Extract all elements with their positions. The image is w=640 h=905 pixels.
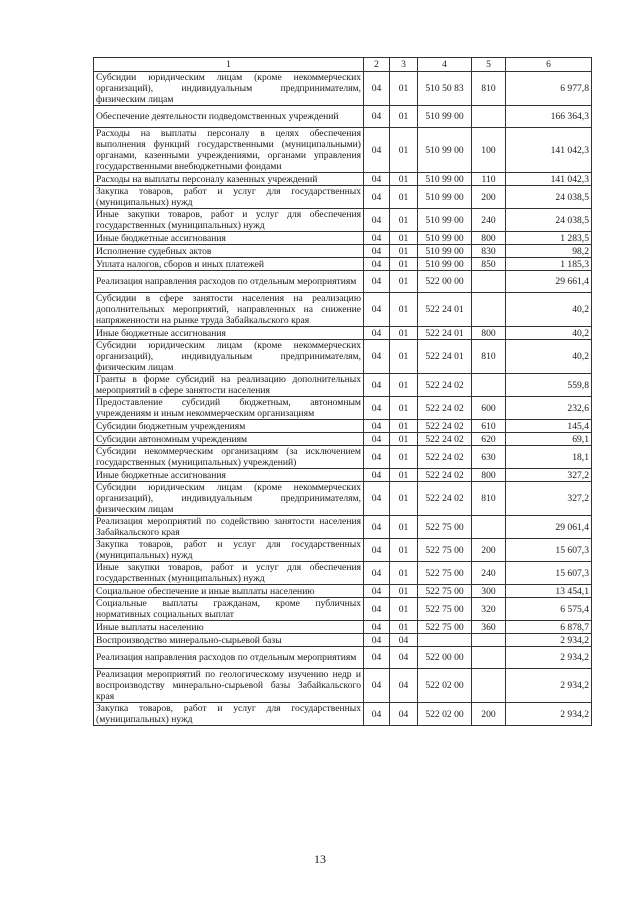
target-article-cell (418, 634, 472, 647)
section-code-cell: 04 (364, 634, 390, 647)
expense-name-cell: Уплата налогов, сборов и иных платежей (94, 258, 364, 271)
table-row (94, 397, 592, 420)
expense-name-cell: Закупка товаров, работ и услуг для государственных (муниципальных) нужд (94, 539, 364, 562)
expense-type-cell (472, 516, 506, 539)
subsection-code-cell: 01 (390, 186, 418, 209)
amount-cell: 2 934,2 (506, 669, 592, 703)
section-code-cell: 04 (364, 173, 390, 186)
expense-type-cell (472, 271, 506, 293)
target-article-cell: 522 75 00 (418, 598, 472, 621)
expense-name-cell: Иные выплаты населению (94, 621, 364, 634)
amount-cell: 145,4 (506, 420, 592, 433)
table-row (94, 209, 592, 232)
target-article-cell: 522 24 02 (418, 397, 472, 420)
table-row (94, 293, 592, 327)
section-code-cell: 04 (364, 703, 390, 726)
section-code-cell: 04 (364, 420, 390, 433)
amount-cell: 40,2 (506, 340, 592, 374)
section-code-cell: 04 (364, 482, 390, 516)
target-article-cell: 522 24 01 (418, 293, 472, 327)
subsection-code-cell: 04 (390, 634, 418, 647)
section-code-cell: 04 (364, 647, 390, 669)
target-article-cell: 522 75 00 (418, 516, 472, 539)
section-code-cell: 04 (364, 72, 390, 106)
target-article-cell: 510 99 00 (418, 173, 472, 186)
target-article-cell: 522 24 02 (418, 446, 472, 469)
expense-name-cell: Иные бюджетные ассигнования (94, 469, 364, 482)
section-code-cell: 04 (364, 186, 390, 209)
expense-type-cell: 240 (472, 562, 506, 585)
page-number: 13 (314, 852, 326, 866)
expense-type-cell (472, 669, 506, 703)
section-code-cell: 04 (364, 621, 390, 634)
table-row (94, 482, 592, 516)
target-article-cell: 522 02 00 (418, 703, 472, 726)
target-article-cell: 510 99 00 (418, 232, 472, 245)
table-row (94, 585, 592, 598)
subsection-code-cell: 04 (390, 703, 418, 726)
subsection-code-cell: 01 (390, 327, 418, 340)
amount-cell: 559,8 (506, 374, 592, 397)
table-row (94, 374, 592, 397)
target-article-cell: 522 00 00 (418, 271, 472, 293)
header-cell: 2 (364, 58, 390, 72)
table-row (94, 327, 592, 340)
expense-name-cell: Закупка товаров, работ и услуг для государственных (муниципальных) нужд (94, 186, 364, 209)
table-row (94, 516, 592, 539)
expense-name-cell: Иные закупки товаров, работ и услуг для обеспечения государственных (муниципальных) нужд (94, 562, 364, 585)
table-row (94, 72, 592, 106)
table-row (94, 128, 592, 173)
expense-type-cell: 810 (472, 340, 506, 374)
table-row (94, 173, 592, 186)
expense-name-cell: Обеспечение деятельности подведомственных учреждений (94, 106, 364, 128)
table-row (94, 621, 592, 634)
target-article-cell: 522 24 02 (418, 482, 472, 516)
section-code-cell: 04 (364, 539, 390, 562)
expense-type-cell: 600 (472, 397, 506, 420)
target-article-cell: 510 99 00 (418, 186, 472, 209)
table-row (94, 106, 592, 128)
budget-table (93, 57, 592, 726)
section-code-cell: 04 (364, 374, 390, 397)
section-code-cell: 04 (364, 340, 390, 374)
table-header-row (94, 58, 592, 72)
table-row (94, 340, 592, 374)
amount-cell: 98,2 (506, 245, 592, 258)
expense-type-cell: 240 (472, 209, 506, 232)
amount-cell: 166 364,3 (506, 106, 592, 128)
section-code-cell: 04 (364, 293, 390, 327)
table-body (94, 72, 592, 726)
subsection-code-cell: 01 (390, 245, 418, 258)
expense-name-cell: Гранты в форме субсидий на реализацию дополнительных мероприятий в сфере занятости населения (94, 374, 364, 397)
expense-name-cell: Расходы на выплаты персоналу в целях обеспечения выполнения функций государственными (муниципальными) органами, казенными учреждениями, органами управления государственными внебюджетными фондами (94, 128, 364, 173)
table-row (94, 420, 592, 433)
header-cell: 4 (418, 58, 472, 72)
amount-cell: 29 061,4 (506, 516, 592, 539)
section-code-cell: 04 (364, 258, 390, 271)
table-row (94, 232, 592, 245)
section-code-cell: 04 (364, 209, 390, 232)
subsection-code-cell: 01 (390, 621, 418, 634)
amount-cell: 6 575,4 (506, 598, 592, 621)
expense-type-cell: 630 (472, 446, 506, 469)
amount-cell: 1 185,3 (506, 258, 592, 271)
subsection-code-cell: 01 (390, 562, 418, 585)
subsection-code-cell: 01 (390, 106, 418, 128)
amount-cell: 69,1 (506, 433, 592, 446)
subsection-code-cell: 01 (390, 598, 418, 621)
amount-cell: 2 934,2 (506, 703, 592, 726)
subsection-code-cell: 04 (390, 647, 418, 669)
target-article-cell: 522 02 00 (418, 669, 472, 703)
expense-type-cell: 300 (472, 585, 506, 598)
amount-cell: 13 454,1 (506, 585, 592, 598)
subsection-code-cell: 01 (390, 420, 418, 433)
expense-name-cell: Субсидии в сфере занятости населения на реализацию дополнительных мероприятий, направленных на снижение напряженности на рынке труда Забайкальского края (94, 293, 364, 327)
table-row (94, 446, 592, 469)
subsection-code-cell: 01 (390, 173, 418, 186)
section-code-cell: 04 (364, 669, 390, 703)
subsection-code-cell: 01 (390, 209, 418, 232)
table-row (94, 562, 592, 585)
subsection-code-cell: 01 (390, 585, 418, 598)
section-code-cell: 04 (364, 598, 390, 621)
section-code-cell: 04 (364, 232, 390, 245)
table-row (94, 186, 592, 209)
subsection-code-cell: 01 (390, 446, 418, 469)
amount-cell: 141 042,3 (506, 128, 592, 173)
amount-cell: 2 934,2 (506, 647, 592, 669)
subsection-code-cell: 01 (390, 397, 418, 420)
expense-type-cell: 620 (472, 433, 506, 446)
expense-name-cell: Закупка товаров, работ и услуг для государственных (муниципальных) нужд (94, 703, 364, 726)
amount-cell: 2 934,2 (506, 634, 592, 647)
target-article-cell: 510 99 00 (418, 209, 472, 232)
amount-cell: 15 607,3 (506, 539, 592, 562)
section-code-cell: 04 (364, 128, 390, 173)
table-row (94, 539, 592, 562)
target-article-cell: 510 50 83 (418, 72, 472, 106)
expense-name-cell: Иные бюджетные ассигнования (94, 232, 364, 245)
expense-name-cell: Расходы на выплаты персоналу казенных учреждений (94, 173, 364, 186)
target-article-cell: 522 24 02 (418, 469, 472, 482)
expense-type-cell (472, 647, 506, 669)
target-article-cell: 522 24 02 (418, 420, 472, 433)
expense-name-cell: Социальное обеспечение и иные выплаты населению (94, 585, 364, 598)
expense-name-cell: Субсидии некоммерческим организациям (за исключением государственных (муниципальных) учреждений) (94, 446, 364, 469)
expense-name-cell: Иные закупки товаров, работ и услуг для обеспечения государственных (муниципальных) нужд (94, 209, 364, 232)
target-article-cell: 510 99 00 (418, 258, 472, 271)
amount-cell: 6 878,7 (506, 621, 592, 634)
expense-name-cell: Реализация мероприятий по содействию занятости населения Забайкальского края (94, 516, 364, 539)
table-row (94, 598, 592, 621)
amount-cell: 18,1 (506, 446, 592, 469)
target-article-cell: 522 75 00 (418, 562, 472, 585)
target-article-cell: 522 24 01 (418, 327, 472, 340)
expense-type-cell (472, 374, 506, 397)
amount-cell: 40,2 (506, 327, 592, 340)
target-article-cell: 522 75 00 (418, 539, 472, 562)
target-article-cell: 522 24 02 (418, 433, 472, 446)
section-code-cell: 04 (364, 397, 390, 420)
subsection-code-cell: 01 (390, 128, 418, 173)
section-code-cell: 04 (364, 245, 390, 258)
expense-name-cell: Иные бюджетные ассигнования (94, 327, 364, 340)
expense-type-cell: 100 (472, 128, 506, 173)
subsection-code-cell: 01 (390, 482, 418, 516)
amount-cell: 15 607,3 (506, 562, 592, 585)
amount-cell: 141 042,3 (506, 173, 592, 186)
table-row (94, 469, 592, 482)
subsection-code-cell: 04 (390, 669, 418, 703)
amount-cell: 1 283,5 (506, 232, 592, 245)
expense-type-cell: 850 (472, 258, 506, 271)
expense-name-cell: Субсидии юридическим лицам (кроме некоммерческих организаций), индивидуальным предпринимателям, физическим лицам (94, 340, 364, 374)
expense-type-cell: 830 (472, 245, 506, 258)
target-article-cell: 522 24 01 (418, 340, 472, 374)
section-code-cell: 04 (364, 446, 390, 469)
subsection-code-cell: 01 (390, 340, 418, 374)
table-row (94, 245, 592, 258)
expense-name-cell: Субсидии бюджетным учреждениям (94, 420, 364, 433)
table-row (94, 669, 592, 703)
subsection-code-cell: 01 (390, 293, 418, 327)
amount-cell: 40,2 (506, 293, 592, 327)
target-article-cell: 522 24 02 (418, 374, 472, 397)
section-code-cell: 04 (364, 327, 390, 340)
expense-type-cell: 810 (472, 482, 506, 516)
expense-type-cell: 200 (472, 186, 506, 209)
expense-type-cell: 800 (472, 469, 506, 482)
section-code-cell: 04 (364, 585, 390, 598)
expense-type-cell (472, 634, 506, 647)
subsection-code-cell: 01 (390, 374, 418, 397)
table-row (94, 433, 592, 446)
amount-cell: 232,6 (506, 397, 592, 420)
target-article-cell: 510 99 00 (418, 128, 472, 173)
subsection-code-cell: 01 (390, 72, 418, 106)
expense-type-cell: 810 (472, 72, 506, 106)
table-row (94, 647, 592, 669)
section-code-cell: 04 (364, 106, 390, 128)
section-code-cell: 04 (364, 469, 390, 482)
header-cell: 6 (506, 58, 592, 72)
target-article-cell: 522 75 00 (418, 585, 472, 598)
expense-type-cell: 110 (472, 173, 506, 186)
target-article-cell: 522 00 00 (418, 647, 472, 669)
expense-name-cell: Реализация мероприятий по геологическому изучению недр и воспроизводству минерально-сырьевой базы Забайкальского края (94, 669, 364, 703)
amount-cell: 29 661,4 (506, 271, 592, 293)
table-row (94, 634, 592, 647)
amount-cell: 6 977,8 (506, 72, 592, 106)
expense-name-cell: Реализация направления расходов по отдельным мероприятиям (94, 647, 364, 669)
section-code-cell: 04 (364, 433, 390, 446)
expense-type-cell: 800 (472, 232, 506, 245)
subsection-code-cell: 01 (390, 516, 418, 539)
header-cell: 1 (94, 58, 364, 72)
expense-name-cell: Субсидии автономным учреждениям (94, 433, 364, 446)
header-cell: 3 (390, 58, 418, 72)
expense-type-cell: 200 (472, 539, 506, 562)
section-code-cell: 04 (364, 562, 390, 585)
expense-name-cell: Субсидии юридическим лицам (кроме некоммерческих организаций), индивидуальным предпринимателям, физическим лицам (94, 72, 364, 106)
subsection-code-cell: 01 (390, 232, 418, 245)
expense-name-cell: Реализация направления расходов по отдельным мероприятиям (94, 271, 364, 293)
amount-cell: 327,2 (506, 469, 592, 482)
expense-name-cell: Исполнение судебных актов (94, 245, 364, 258)
expense-type-cell (472, 293, 506, 327)
section-code-cell: 04 (364, 271, 390, 293)
expense-type-cell: 610 (472, 420, 506, 433)
table-row (94, 271, 592, 293)
subsection-code-cell: 01 (390, 258, 418, 271)
table-row (94, 703, 592, 726)
subsection-code-cell: 01 (390, 271, 418, 293)
subsection-code-cell: 01 (390, 539, 418, 562)
target-article-cell: 510 99 00 (418, 106, 472, 128)
section-code-cell: 04 (364, 516, 390, 539)
expense-type-cell: 320 (472, 598, 506, 621)
expense-name-cell: Субсидии юридическим лицам (кроме некоммерческих организаций), индивидуальным предпринимателям, физическим лицам (94, 482, 364, 516)
expense-name-cell: Социальные выплаты гражданам, кроме публичных нормативных социальных выплат (94, 598, 364, 621)
expense-name-cell: Воспроизводство минерально-сырьевой базы (94, 634, 364, 647)
target-article-cell: 522 75 00 (418, 621, 472, 634)
expense-type-cell: 800 (472, 327, 506, 340)
expense-type-cell: 360 (472, 621, 506, 634)
expense-type-cell: 200 (472, 703, 506, 726)
expense-name-cell: Предоставление субсидий бюджетным, автономным учреждениям и иным некоммерческим организациям (94, 397, 364, 420)
amount-cell: 327,2 (506, 482, 592, 516)
table-row (94, 258, 592, 271)
expense-type-cell (472, 106, 506, 128)
amount-cell: 24 038,5 (506, 209, 592, 232)
header-cell: 5 (472, 58, 506, 72)
subsection-code-cell: 01 (390, 433, 418, 446)
amount-cell: 24 038,5 (506, 186, 592, 209)
target-article-cell: 510 99 00 (418, 245, 472, 258)
subsection-code-cell: 01 (390, 469, 418, 482)
